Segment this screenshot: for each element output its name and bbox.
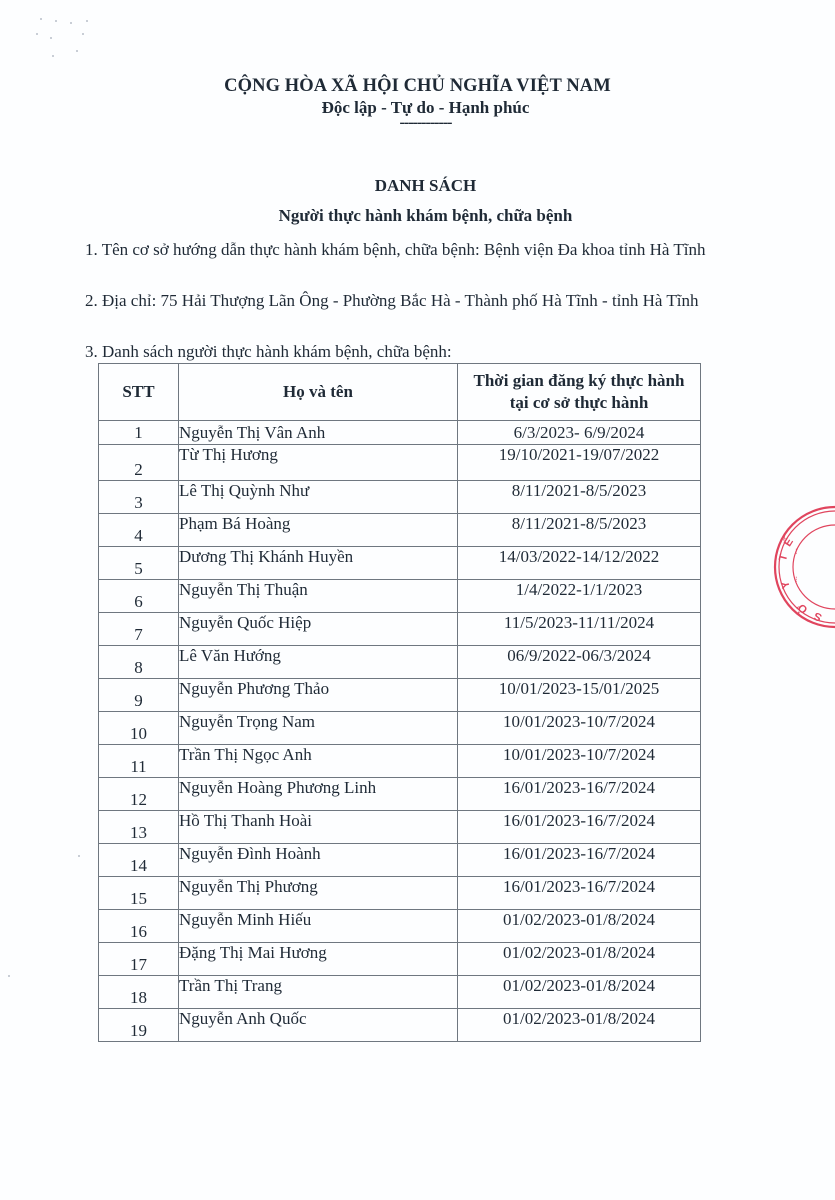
table-row [99,481,701,514]
row-name: Trần Thị Ngọc Anh [179,745,458,778]
row-period: 06/9/2022-06/3/2024 [458,646,701,679]
row-number: 18 [99,976,179,1009]
row-period: 1/4/2022-1/1/2023 [458,580,701,613]
row-period: 10/01/2023-10/7/2024 [458,712,701,745]
scan-speck [76,50,78,52]
table-row [99,445,701,481]
row-number: 4 [99,514,179,547]
row-period: 14/03/2022-14/12/2022 [458,547,701,580]
table-header-row [99,364,701,421]
national-title: CỘNG HÒA XÃ HỘI CHỦ NGHĨA VIỆT NAM [224,76,611,96]
row-name: Hồ Thị Thanh Hoài [179,811,458,844]
row-name: Nguyễn Đình Hoành [179,844,458,877]
row-period: 16/01/2023-16/7/2024 [458,877,701,910]
scan-speck [82,33,84,35]
table-row [99,778,701,811]
row-number: 3 [99,481,179,514]
stamp-text: SỞ Y TẾ [776,529,824,624]
table-row [99,421,701,445]
table-row [99,745,701,778]
row-number: 8 [99,646,179,679]
row-name: Phạm Bá Hoàng [179,514,458,547]
facility-name-item: 1. Tên cơ sở hướng dẫn thực hành khám bệnh, chữa bệnh: Bệnh viện Đa khoa tỉnh Hà Tĩnh [85,240,706,259]
table-row [99,613,701,646]
row-name: Trần Thị Trang [179,976,458,1009]
stamp-star: ⁝ [795,575,798,584]
row-number: 14 [99,844,179,877]
row-period: 6/3/2023- 6/9/2024 [458,421,701,445]
row-name: Đặng Thị Mai Hương [179,943,458,976]
row-period: 8/11/2021-8/5/2023 [458,481,701,514]
row-name: Nguyễn Phương Thảo [179,679,458,712]
row-name: Nguyễn Hoàng Phương Linh [179,778,458,811]
national-motto: Độc lập - Tự do - Hạnh phúc [321,98,530,117]
row-number: 17 [99,943,179,976]
header-period-line1: Thời gian đăng ký thực hành [473,371,685,390]
row-name: Lê Văn Hướng [179,646,458,679]
row-period: 16/01/2023-16/7/2024 [458,778,701,811]
row-number: 1 [99,421,179,445]
row-name: Nguyễn Thị Phương [179,877,458,910]
row-period: 16/01/2023-16/7/2024 [458,844,701,877]
table-row [99,877,701,910]
header-name: Họ và tên [179,364,458,421]
row-number: 12 [99,778,179,811]
row-name: Từ Thị Hương [179,445,458,481]
list-intro-item: 3. Danh sách người thực hành khám bệnh, chữa bệnh: [85,342,452,361]
row-number: 16 [99,910,179,943]
scan-speck [36,33,38,35]
practitioner-table [98,363,701,1042]
row-number: 10 [99,712,179,745]
scan-speck [55,20,57,22]
header-period [458,364,701,421]
row-name: Dương Thị Khánh Huyền [179,547,458,580]
scan-speck [52,55,54,57]
table-row [99,514,701,547]
row-name: Nguyễn Thị Thuận [179,580,458,613]
table-row [99,1009,701,1042]
row-period: 11/5/2023-11/11/2024 [458,613,701,646]
row-period: 01/02/2023-01/8/2024 [458,976,701,1009]
table-row [99,910,701,943]
row-name: Nguyễn Quốc Hiệp [179,613,458,646]
row-number: 2 [99,445,179,481]
table-row [99,712,701,745]
row-number: 15 [99,877,179,910]
table-row [99,580,701,613]
row-period: 19/10/2021-19/07/2022 [458,445,701,481]
scan-speck [40,18,42,20]
row-name: Nguyễn Anh Quốc [179,1009,458,1042]
header-period-line2: tại cơ sở thực hành [509,393,649,412]
row-number: 19 [99,1009,179,1042]
document-title: DANH SÁCH [374,176,477,195]
row-period: 01/02/2023-01/8/2024 [458,910,701,943]
row-number: 7 [99,613,179,646]
row-period: 01/02/2023-01/8/2024 [458,1009,701,1042]
row-period: 01/02/2023-01/8/2024 [458,943,701,976]
scan-speck [70,22,72,24]
scan-speck [86,20,88,22]
table-row [99,679,701,712]
official-stamp [770,502,835,632]
row-name: Nguyễn Minh Hiếu [179,910,458,943]
row-name: Nguyễn Thị Vân Anh [179,421,458,445]
address-item: 2. Địa chỉ: 75 Hải Thượng Lãn Ông - Phường Bắc Hà - Thành phố Hà Tĩnh - tỉnh Hà Tĩnh [85,291,699,310]
row-name: Nguyễn Trọng Nam [179,712,458,745]
header-separator: ------------ [399,114,452,131]
stamp-inner-ring [793,525,835,609]
table-row [99,943,701,976]
scan-speck [8,975,10,977]
stamp-star: ⁝ [795,547,798,556]
header-stt: STT [99,364,179,421]
row-period: 10/01/2023-15/01/2025 [458,679,701,712]
row-name: Lê Thị Quỳnh Như [179,481,458,514]
table-row [99,976,701,1009]
row-period: 16/01/2023-16/7/2024 [458,811,701,844]
table-row [99,844,701,877]
table-row [99,547,701,580]
row-number: 6 [99,580,179,613]
row-number: 9 [99,679,179,712]
scan-speck [78,855,80,857]
row-period: 8/11/2021-8/5/2023 [458,514,701,547]
row-number: 13 [99,811,179,844]
row-number: 5 [99,547,179,580]
row-period: 10/01/2023-10/7/2024 [458,745,701,778]
row-number: 11 [99,745,179,778]
document-subtitle: Người thực hành khám bệnh, chữa bệnh [278,206,573,225]
table-row [99,811,701,844]
scan-speck [50,37,52,39]
table-row [99,646,701,679]
